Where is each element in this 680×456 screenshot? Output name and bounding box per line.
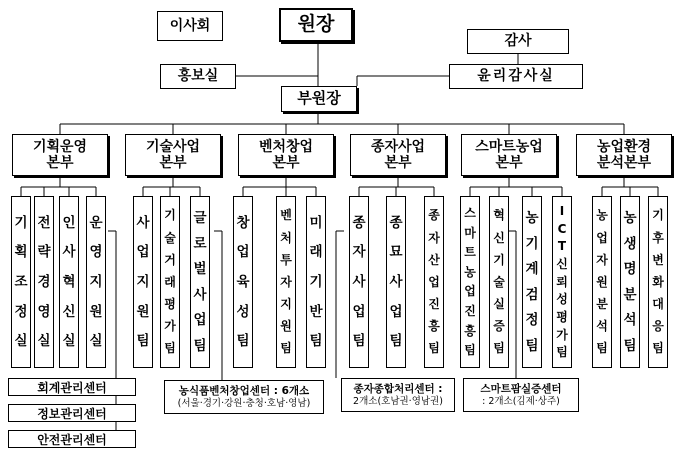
hq-center-safety bbox=[8, 430, 136, 448]
division-box bbox=[461, 134, 557, 176]
division-box bbox=[12, 134, 108, 176]
note-title: 스마트팜실증센터 bbox=[480, 382, 562, 395]
vice-president-box bbox=[281, 86, 357, 112]
team-box: 종 묘 사 업 팀 bbox=[386, 196, 406, 368]
division-label: 본부 bbox=[272, 155, 300, 171]
division-box bbox=[350, 134, 446, 176]
hq-center-accounting bbox=[8, 378, 136, 396]
division-box bbox=[125, 134, 221, 176]
board-box bbox=[157, 11, 223, 41]
division-box bbox=[238, 134, 334, 176]
president-box bbox=[279, 8, 353, 42]
hq-center-information bbox=[8, 404, 136, 422]
team-box: 전 략 경 영 실 bbox=[34, 196, 54, 368]
division-label: 기술사업 bbox=[145, 138, 201, 155]
hq-center-label: 안전관리센터 bbox=[37, 432, 107, 447]
pr-office-box bbox=[160, 64, 236, 89]
audit-label: 감사 bbox=[504, 33, 532, 50]
division-label: 본부 bbox=[159, 155, 187, 171]
vice-president-label: 부원장 bbox=[297, 89, 341, 108]
note-sub: : 2개소(김제·상주) bbox=[482, 395, 560, 407]
team-box: 농 업 자 원 분 석 팀 bbox=[592, 196, 612, 368]
team-box: 스 마 트 농 업 진 흥 팀 bbox=[460, 196, 480, 368]
team-box: 종 자 산 업 진 흥 팀 bbox=[424, 196, 444, 368]
division-label: 스마트농업 bbox=[475, 138, 543, 155]
hq-center-label: 정보관리센터 bbox=[37, 406, 107, 421]
division-label: 분석본부 bbox=[596, 155, 652, 171]
president-label: 원장 bbox=[297, 13, 335, 36]
note-sub: (서울·경기·강원·충청·호남·영남) bbox=[177, 397, 311, 409]
division-label: 농업환경 bbox=[596, 138, 652, 155]
team-box: 기 술 거 래 평 가 팀 bbox=[160, 196, 180, 368]
team-box: 기 후 변 화 대 응 팀 bbox=[648, 196, 668, 368]
team-box: 벤 처 투 자 지 원 팀 bbox=[276, 196, 296, 368]
division-label: 종자사업 bbox=[370, 138, 426, 155]
division-label: 본부 bbox=[384, 155, 412, 171]
note-title: 농식품벤처창업센터 : 6개소 bbox=[178, 384, 310, 397]
division-label: 기획운영 bbox=[32, 138, 88, 155]
team-box: I C T 신 뢰 성 평 가 팀 bbox=[552, 196, 572, 368]
note-sub: 2개소(호남권·영남권) bbox=[353, 395, 443, 407]
team-box: 기 획 조 정 실 bbox=[11, 196, 31, 368]
team-box: 운 영 지 원 실 bbox=[86, 196, 106, 368]
division-label: 본부 bbox=[495, 155, 523, 171]
venture-centers-note bbox=[164, 380, 324, 414]
ethics-office-box bbox=[449, 64, 583, 89]
seed-centers-note bbox=[341, 378, 455, 412]
team-box: 혁 신 기 술 실 증 팀 bbox=[489, 196, 509, 368]
smartfarm-centers-note bbox=[463, 378, 579, 412]
team-box: 농 기 계 검 정 팀 bbox=[522, 196, 542, 368]
note-title: 종자종합처리센터 : bbox=[353, 382, 443, 395]
ethics-office-label: 윤리감사실 bbox=[477, 68, 555, 85]
team-box: 사 업 지 원 팀 bbox=[133, 196, 153, 368]
division-label: 본부 bbox=[46, 155, 74, 171]
audit-box bbox=[467, 29, 569, 54]
team-box: 글 로 벌 사 업 팀 bbox=[190, 196, 210, 368]
team-box: 종 자 사 업 팀 bbox=[349, 196, 369, 368]
team-box: 창 업 육 성 팀 bbox=[233, 196, 253, 368]
division-label: 벤처창업 bbox=[258, 138, 314, 155]
pr-office-label: 홍보실 bbox=[177, 68, 219, 85]
division-box bbox=[576, 134, 672, 176]
board-label: 이사회 bbox=[169, 17, 211, 34]
hq-center-label: 회계관리센터 bbox=[37, 380, 107, 395]
team-box: 농 생 명 분 석 팀 bbox=[620, 196, 640, 368]
team-box: 미 래 기 반 팀 bbox=[306, 196, 326, 368]
team-box: 인 사 혁 신 실 bbox=[59, 196, 79, 368]
